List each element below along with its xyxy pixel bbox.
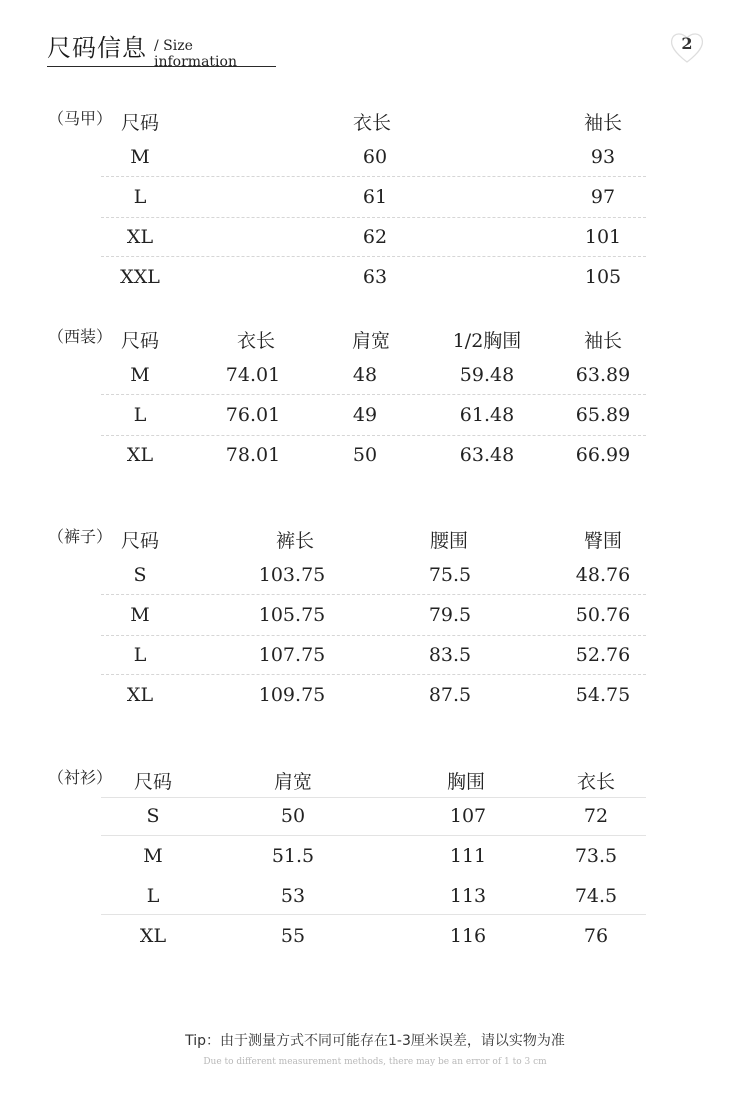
table-cell: 50.76	[575, 604, 631, 626]
row-divider	[101, 594, 646, 595]
table-cell: 73.5	[574, 845, 618, 867]
vest-label: （马甲）	[48, 109, 113, 128]
table-cell: S	[133, 564, 147, 586]
shirt-header-length: 衣长	[576, 771, 616, 793]
table-cell: 60	[362, 146, 388, 168]
suit-label: （西装）	[48, 327, 113, 346]
table-cell: 83.5	[428, 644, 472, 666]
table-cell: 59.48	[459, 364, 515, 386]
row-divider	[101, 797, 646, 798]
suit-header-shoulder: 肩宽	[351, 330, 391, 352]
page-subtitle: / Size information	[154, 38, 237, 70]
table-cell: 63.48	[459, 444, 515, 466]
table-cell: L	[133, 404, 147, 426]
table-cell: 116	[449, 925, 487, 947]
vest-header-sleeve: 袖长	[583, 112, 623, 134]
table-cell: XL	[126, 684, 154, 706]
table-cell: 109.75	[258, 684, 326, 706]
table-cell: 61.48	[459, 404, 515, 426]
table-cell: 50	[352, 444, 378, 466]
table-cell: 76.01	[225, 404, 281, 426]
table-cell: XL	[126, 226, 154, 248]
table-cell: 61	[362, 186, 388, 208]
suit-header-half-chest: 1/2胸围	[452, 330, 522, 352]
table-cell: 63.89	[575, 364, 631, 386]
table-cell: 78.01	[225, 444, 281, 466]
table-cell: 75.5	[428, 564, 472, 586]
table-cell: 79.5	[428, 604, 472, 626]
table-cell: 105.75	[258, 604, 326, 626]
row-divider	[101, 914, 646, 915]
vest-header-size: 尺码	[120, 112, 160, 134]
page-header	[47, 28, 276, 70]
table-cell: 66.99	[575, 444, 631, 466]
table-cell: 54.75	[575, 684, 631, 706]
table-cell: 97	[590, 186, 616, 208]
table-cell: 53	[280, 885, 306, 907]
table-cell: S	[146, 805, 160, 827]
table-cell: L	[146, 885, 160, 907]
table-cell: XL	[126, 444, 154, 466]
table-cell: 50	[280, 805, 306, 827]
table-cell: 72	[583, 805, 609, 827]
table-cell: 55	[280, 925, 306, 947]
shirt-header-chest: 胸围	[446, 771, 486, 793]
row-divider	[101, 176, 646, 177]
table-cell: 93	[590, 146, 616, 168]
suit-header-length: 衣长	[236, 330, 276, 352]
table-cell: 107.75	[258, 644, 326, 666]
table-cell: L	[133, 644, 147, 666]
table-cell: 74.01	[225, 364, 281, 386]
table-cell: 87.5	[428, 684, 472, 706]
table-cell: XXL	[120, 266, 160, 288]
table-cell: 101	[584, 226, 622, 248]
shirt-header-size: 尺码	[133, 771, 173, 793]
table-cell: 49	[352, 404, 378, 426]
row-divider	[101, 674, 646, 675]
row-divider	[101, 256, 646, 257]
table-cell: M	[130, 364, 150, 386]
table-cell: 65.89	[575, 404, 631, 426]
table-cell: XL	[139, 925, 167, 947]
table-cell: 111	[449, 845, 487, 867]
page-number-badge	[668, 28, 706, 66]
table-cell: 105	[584, 266, 622, 288]
table-cell: 76	[583, 925, 609, 947]
table-cell: M	[130, 146, 150, 168]
measurement-tip-english: Due to different measurement methods, there may be an error of 1 to 3 cm	[203, 1057, 547, 1067]
table-cell: 107	[449, 805, 487, 827]
page-title: 尺码信息	[47, 34, 147, 62]
table-cell: 48	[352, 364, 378, 386]
table-cell: 62	[362, 226, 388, 248]
shirt-header-shoulder: 肩宽	[273, 771, 313, 793]
row-divider	[101, 635, 646, 636]
measurement-tip: Tip：由于测量方式不同可能存在1-3厘米误差，请以实物为准	[185, 1033, 565, 1049]
pants-label: （裤子）	[48, 527, 113, 546]
table-cell: 113	[449, 885, 487, 907]
suit-header-size: 尺码	[120, 330, 160, 352]
table-cell: 48.76	[575, 564, 631, 586]
row-divider	[101, 394, 646, 395]
row-divider	[101, 217, 646, 218]
page-number: 2	[681, 34, 693, 53]
pants-header-length: 裤长	[275, 530, 315, 552]
table-cell: L	[133, 186, 147, 208]
table-cell: 63	[362, 266, 388, 288]
pants-header-waist: 腰围	[429, 530, 469, 552]
table-cell: 52.76	[575, 644, 631, 666]
pants-header-hip: 臀围	[583, 530, 623, 552]
table-cell: M	[143, 845, 163, 867]
row-divider	[101, 835, 646, 836]
table-cell: 74.5	[574, 885, 618, 907]
suit-header-sleeve: 袖长	[583, 330, 623, 352]
table-cell: 51.5	[271, 845, 315, 867]
shirt-label: （衬衫）	[48, 768, 113, 787]
vest-header-length: 衣长	[352, 112, 392, 134]
table-cell: M	[130, 604, 150, 626]
table-cell: 103.75	[258, 564, 326, 586]
pants-header-size: 尺码	[120, 530, 160, 552]
row-divider	[101, 435, 646, 436]
